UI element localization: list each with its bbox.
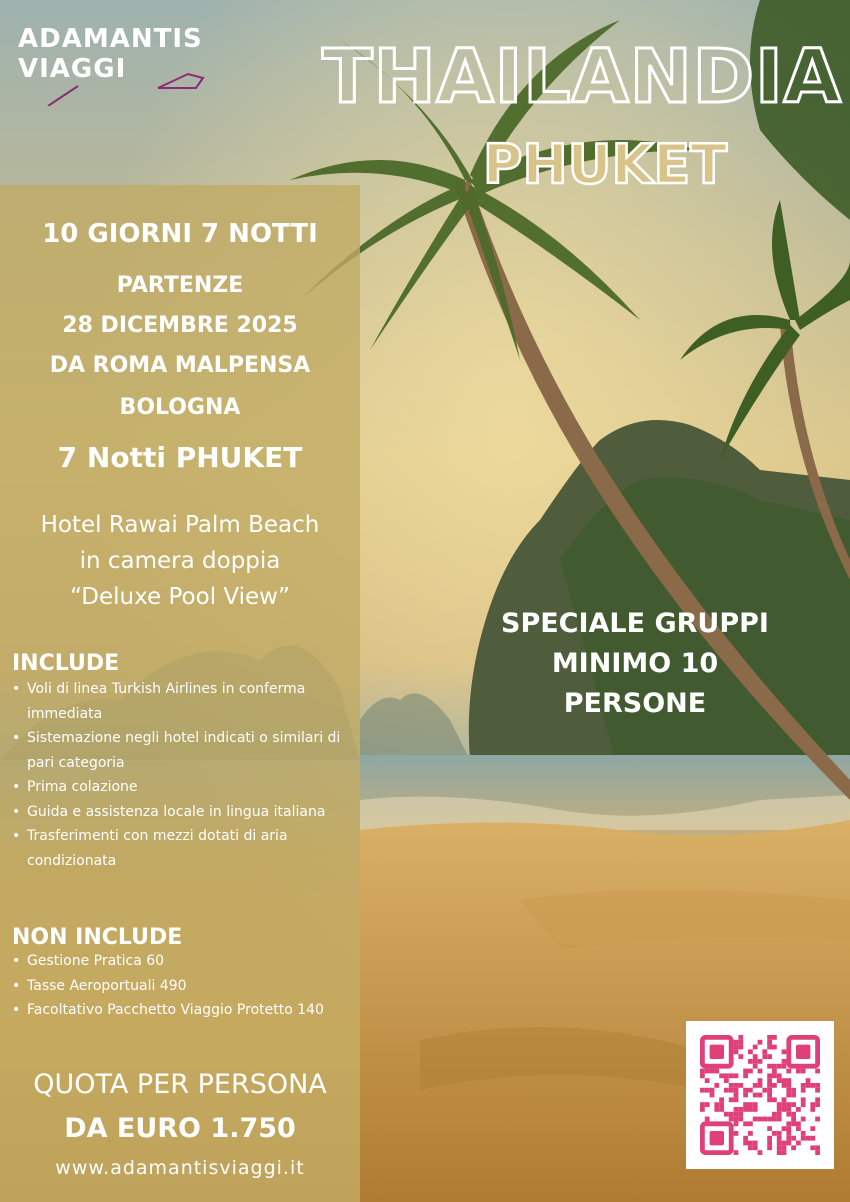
brand-logo [18,26,238,106]
group-promo [470,604,800,724]
non-include-list [10,949,355,1023]
hotel-name: Hotel Rawai Palm Beach [40,512,320,538]
brand-name-line2: VIAGGI [18,54,127,84]
hotel-room-type: “Deluxe Pool View” [70,584,290,610]
departures-label: PARTENZE [116,273,244,298]
brand-name-line1: ADAMANTIS [18,24,203,54]
list-item: • Guida e assistenza locale in lingua italiana [10,800,355,825]
list-item: • Trasferimenti con mezzi dotati di aria condizionata [10,824,355,873]
promo-line3: PERSONE [563,688,707,719]
trip-duration: 10 GIORNI 7 NOTTI [42,219,318,249]
promo-line1: SPECIALE GRUPPI [501,608,769,639]
list-item: • Gestione Pratica 60 [10,949,355,974]
include-title: INCLUDE [12,651,120,676]
price-value: DA EURO 1.750 [64,1113,296,1144]
price-label: QUOTA PER PERSONA [33,1069,327,1100]
non-include-title: NON INCLUDE [12,925,183,950]
list-item: • Voli di linea Turkish Airlines in conferma immediata [10,677,355,726]
departure-cities-line1: DA ROMA MALPENSA [49,353,311,378]
destination-subtitle: PHUKET [482,133,728,196]
destination-title: THAILANDIA [322,34,842,120]
hotel-room: in camera doppia [79,548,281,574]
qr-code-icon [700,1035,820,1155]
list-item: • Tasse Aeroportuali 490 [10,974,355,999]
stay-summary: 7 Notti PHUKET [57,441,303,474]
include-list [10,677,355,873]
promo-line2: MINIMO 10 [551,648,719,679]
departure-date: 28 DICEMBRE 2025 [62,313,298,338]
list-item: • Prima colazione [10,775,355,800]
qr-code[interactable] [686,1021,834,1169]
list-item: • Sistemazione negli hotel indicati o similari di pari categoria [10,726,355,775]
list-item: • Facoltativo Pacchetto Viaggio Protetto 140 [10,998,355,1023]
website-link[interactable]: www.adamantisviaggi.it [55,1157,305,1179]
info-panel [0,185,360,1202]
departure-cities-line2: BOLOGNA [119,395,241,420]
